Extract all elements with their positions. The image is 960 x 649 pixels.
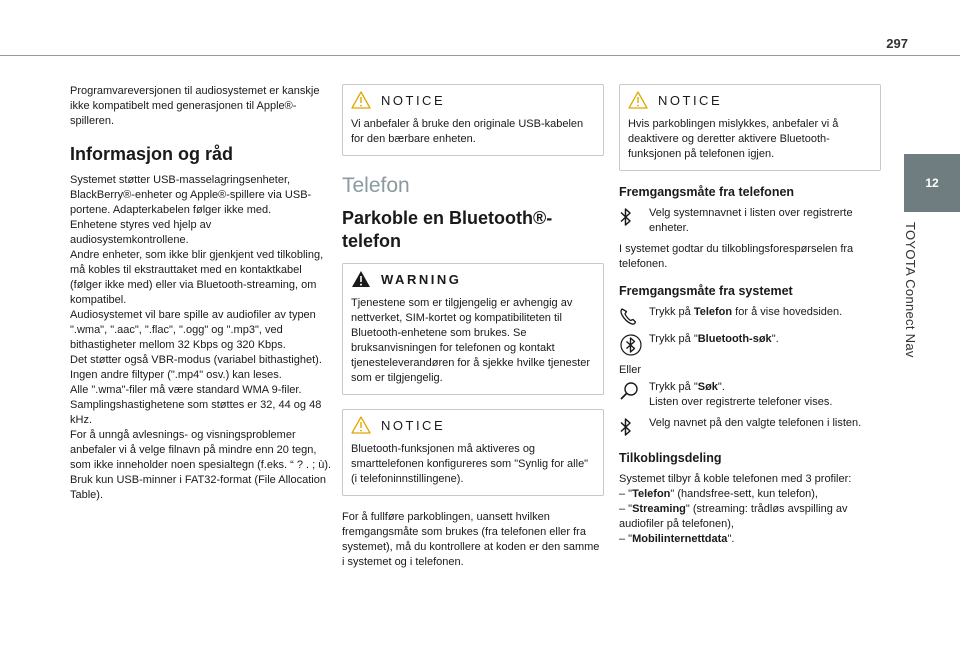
- page-number: 297: [886, 36, 908, 51]
- chapter-heading-telefon: Telefon: [342, 174, 410, 197]
- profile-streaming: – "Streaming" (streaming: trådløs avspilling av audiofiler på telefonen),: [619, 503, 848, 530]
- chapter-number: 12: [925, 176, 939, 190]
- notice-warning-triangle-icon: [351, 416, 371, 434]
- step-text-pre: Trykk på ": [649, 381, 698, 393]
- profile-name: Mobilinternettdata: [632, 533, 728, 545]
- bluetooth-icon: [619, 417, 633, 437]
- profile-mobile-data: – "Mobilinternettdata".: [619, 533, 735, 545]
- notice-title: NOTICE: [658, 92, 723, 108]
- accept-request-text: I systemet godtar du tilkoblingsforespørselen fra telefonen.: [619, 243, 854, 270]
- section-heading-info: Informasjon og råd: [70, 144, 234, 164]
- step-bluetooth-search: [619, 332, 881, 357]
- notice-warning-triangle-icon: [351, 91, 371, 109]
- step-text-bold: Bluetooth-søk: [697, 333, 772, 345]
- column-1: [70, 84, 332, 503]
- step-text-post: ".: [771, 333, 779, 345]
- section-heading-sharing: Tilkoblingsdeling: [619, 451, 722, 465]
- step-text-bold: Telefon: [693, 306, 733, 318]
- bluetooth-search-icon: [619, 333, 643, 357]
- sharing-intro: Systemet tilbyr å koble telefonen med 3 profiler:: [619, 473, 852, 485]
- step-press-telefon: [619, 305, 881, 326]
- bluetooth-icon: [619, 207, 633, 227]
- subheading-pairing: Parkoble en Bluetooth®-telefon: [342, 208, 553, 251]
- step-text-pre: Trykk på: [649, 306, 694, 318]
- notice-title: NOTICE: [381, 417, 446, 433]
- profile-desc: ".: [727, 533, 735, 545]
- notice-warning-triangle-icon: [628, 91, 648, 109]
- warning-title: WARNING: [381, 271, 462, 287]
- step-text: Velg systemnavnet i listen over registrerte enheter.: [649, 207, 853, 234]
- chapter-title: TOYOTA Connect Nav: [903, 222, 918, 358]
- phone-handset-icon: [619, 306, 637, 326]
- profile-name: Telefon: [632, 488, 671, 500]
- pairing-code-paragraph: For å fullføre parkoblingen, uansett hvilken fremgangsmåte som brukes (fra telefonen eller fra systemet), må du kontrollere at koden er den samme i systemet og i telefonen.: [342, 511, 600, 568]
- chapter-tab[interactable]: [904, 154, 960, 212]
- profile-name: Streaming: [632, 503, 686, 515]
- column-3: [619, 84, 881, 547]
- step-select-system-name: [619, 206, 881, 236]
- procedure-heading-system: Fremgangsmåte fra systemet: [619, 284, 793, 298]
- step-text-pre: Trykk på ": [649, 333, 698, 345]
- notice-box-usb: [342, 84, 604, 156]
- warning-triangle-icon: [351, 270, 371, 288]
- or-label: Eller: [619, 364, 642, 376]
- step-text: Velg navnet på den valgte telefonen i listen.: [649, 417, 862, 429]
- profile-desc: " (streaming: trådløs avspilling av audiofiler på telefonen),: [619, 503, 848, 530]
- intro-paragraph: Programvareversjonen til audiosystemet er kanskje ikke kompatibelt med generasjonen til Apple®-spilleren.: [70, 85, 320, 127]
- warning-text: Tjenestene som er tilgjengelig er avhengig av nettverket, SIM-kortet og kompatibiliteten til Bluetooth-enhetene som brukes. Se bruksanvisningen for telefonen og kontakt tjenesteleverandøren for å sjekke hvilke tjenester som er tilgjengelig.: [351, 297, 591, 384]
- notice-text: Vi anbefaler å bruke den originale USB-kabelen for den bærbare enheten.: [351, 118, 584, 145]
- notice-title: NOTICE: [381, 92, 446, 108]
- info-body: Systemet støtter USB-masselagringsenheter, BlackBerry®-enheter og Apple®-spillere via USB-portene. Adapterkabelen følger ikke med. Enhetene styres ved hjelp av audiosystemkontrollene. Andre enheter, som ikke blir gjenkjent ved tilkobling, må kobles til ekstrauttaket med en kontaktkabel (følger ikke med) eller via Bluetooth-streaming, om kompatibel. Audiosystemet vil bare spille av audiofiler av typen ".wma", ".aac", ".flac", ".ogg" og ".mp3", ved bithastigheter mellom 32 Kbps og 320 Kbps. Det støtter også VBR-modus (variabel bithastighet). Ingen andre filtyper (".mp4" osv.) kan leses. Alle ".wma"-filer må være standard WMA 9-filer. Samplingshastighetene som støttes er 32, 44 og 48 kHz. For å unngå avlesnings- og visningsproblemer anbefaler vi å velge filnavn på mindre enn 20 tegn, som ikke inneholder noen spesialtegn (f.eks. “ ? . ; ù). Bruk kun USB-minner i FAT32-format (File Allocation Table).: [70, 174, 332, 501]
- top-divider: [0, 55, 960, 56]
- notice-text: Hvis parkoblingen mislykkes, anbefaler vi å deaktivere og deretter aktivere Bluetooth-funksjonen på telefonen igjen.: [628, 118, 839, 160]
- profile-desc: " (handsfree-sett, kun telefon),: [670, 488, 818, 500]
- procedure-heading-phone: Fremgangsmåte fra telefonen: [619, 185, 795, 199]
- notice-box-bluetooth: [342, 409, 604, 496]
- column-2: [342, 84, 604, 570]
- profile-telefon: – "Telefon" (handsfree-sett, kun telefon),: [619, 488, 818, 500]
- step-search: [619, 380, 881, 410]
- step-text-bold: Søk: [697, 381, 718, 393]
- warning-box: [342, 263, 604, 395]
- step-select-phone: [619, 416, 881, 437]
- notice-text: Bluetooth-funksjonen må aktiveres og smarttelefonen konfigureres som "Synlig for alle" (i telefoninnstillingene).: [351, 443, 589, 485]
- step-text-post: ".: [717, 381, 725, 393]
- magnifier-icon: [619, 381, 639, 401]
- step-text-line2: Listen over registrerte telefoner vises.: [649, 396, 833, 408]
- notice-box-pairing-failed: [619, 84, 881, 171]
- step-text-post: for å vise hovedsiden.: [732, 306, 843, 318]
